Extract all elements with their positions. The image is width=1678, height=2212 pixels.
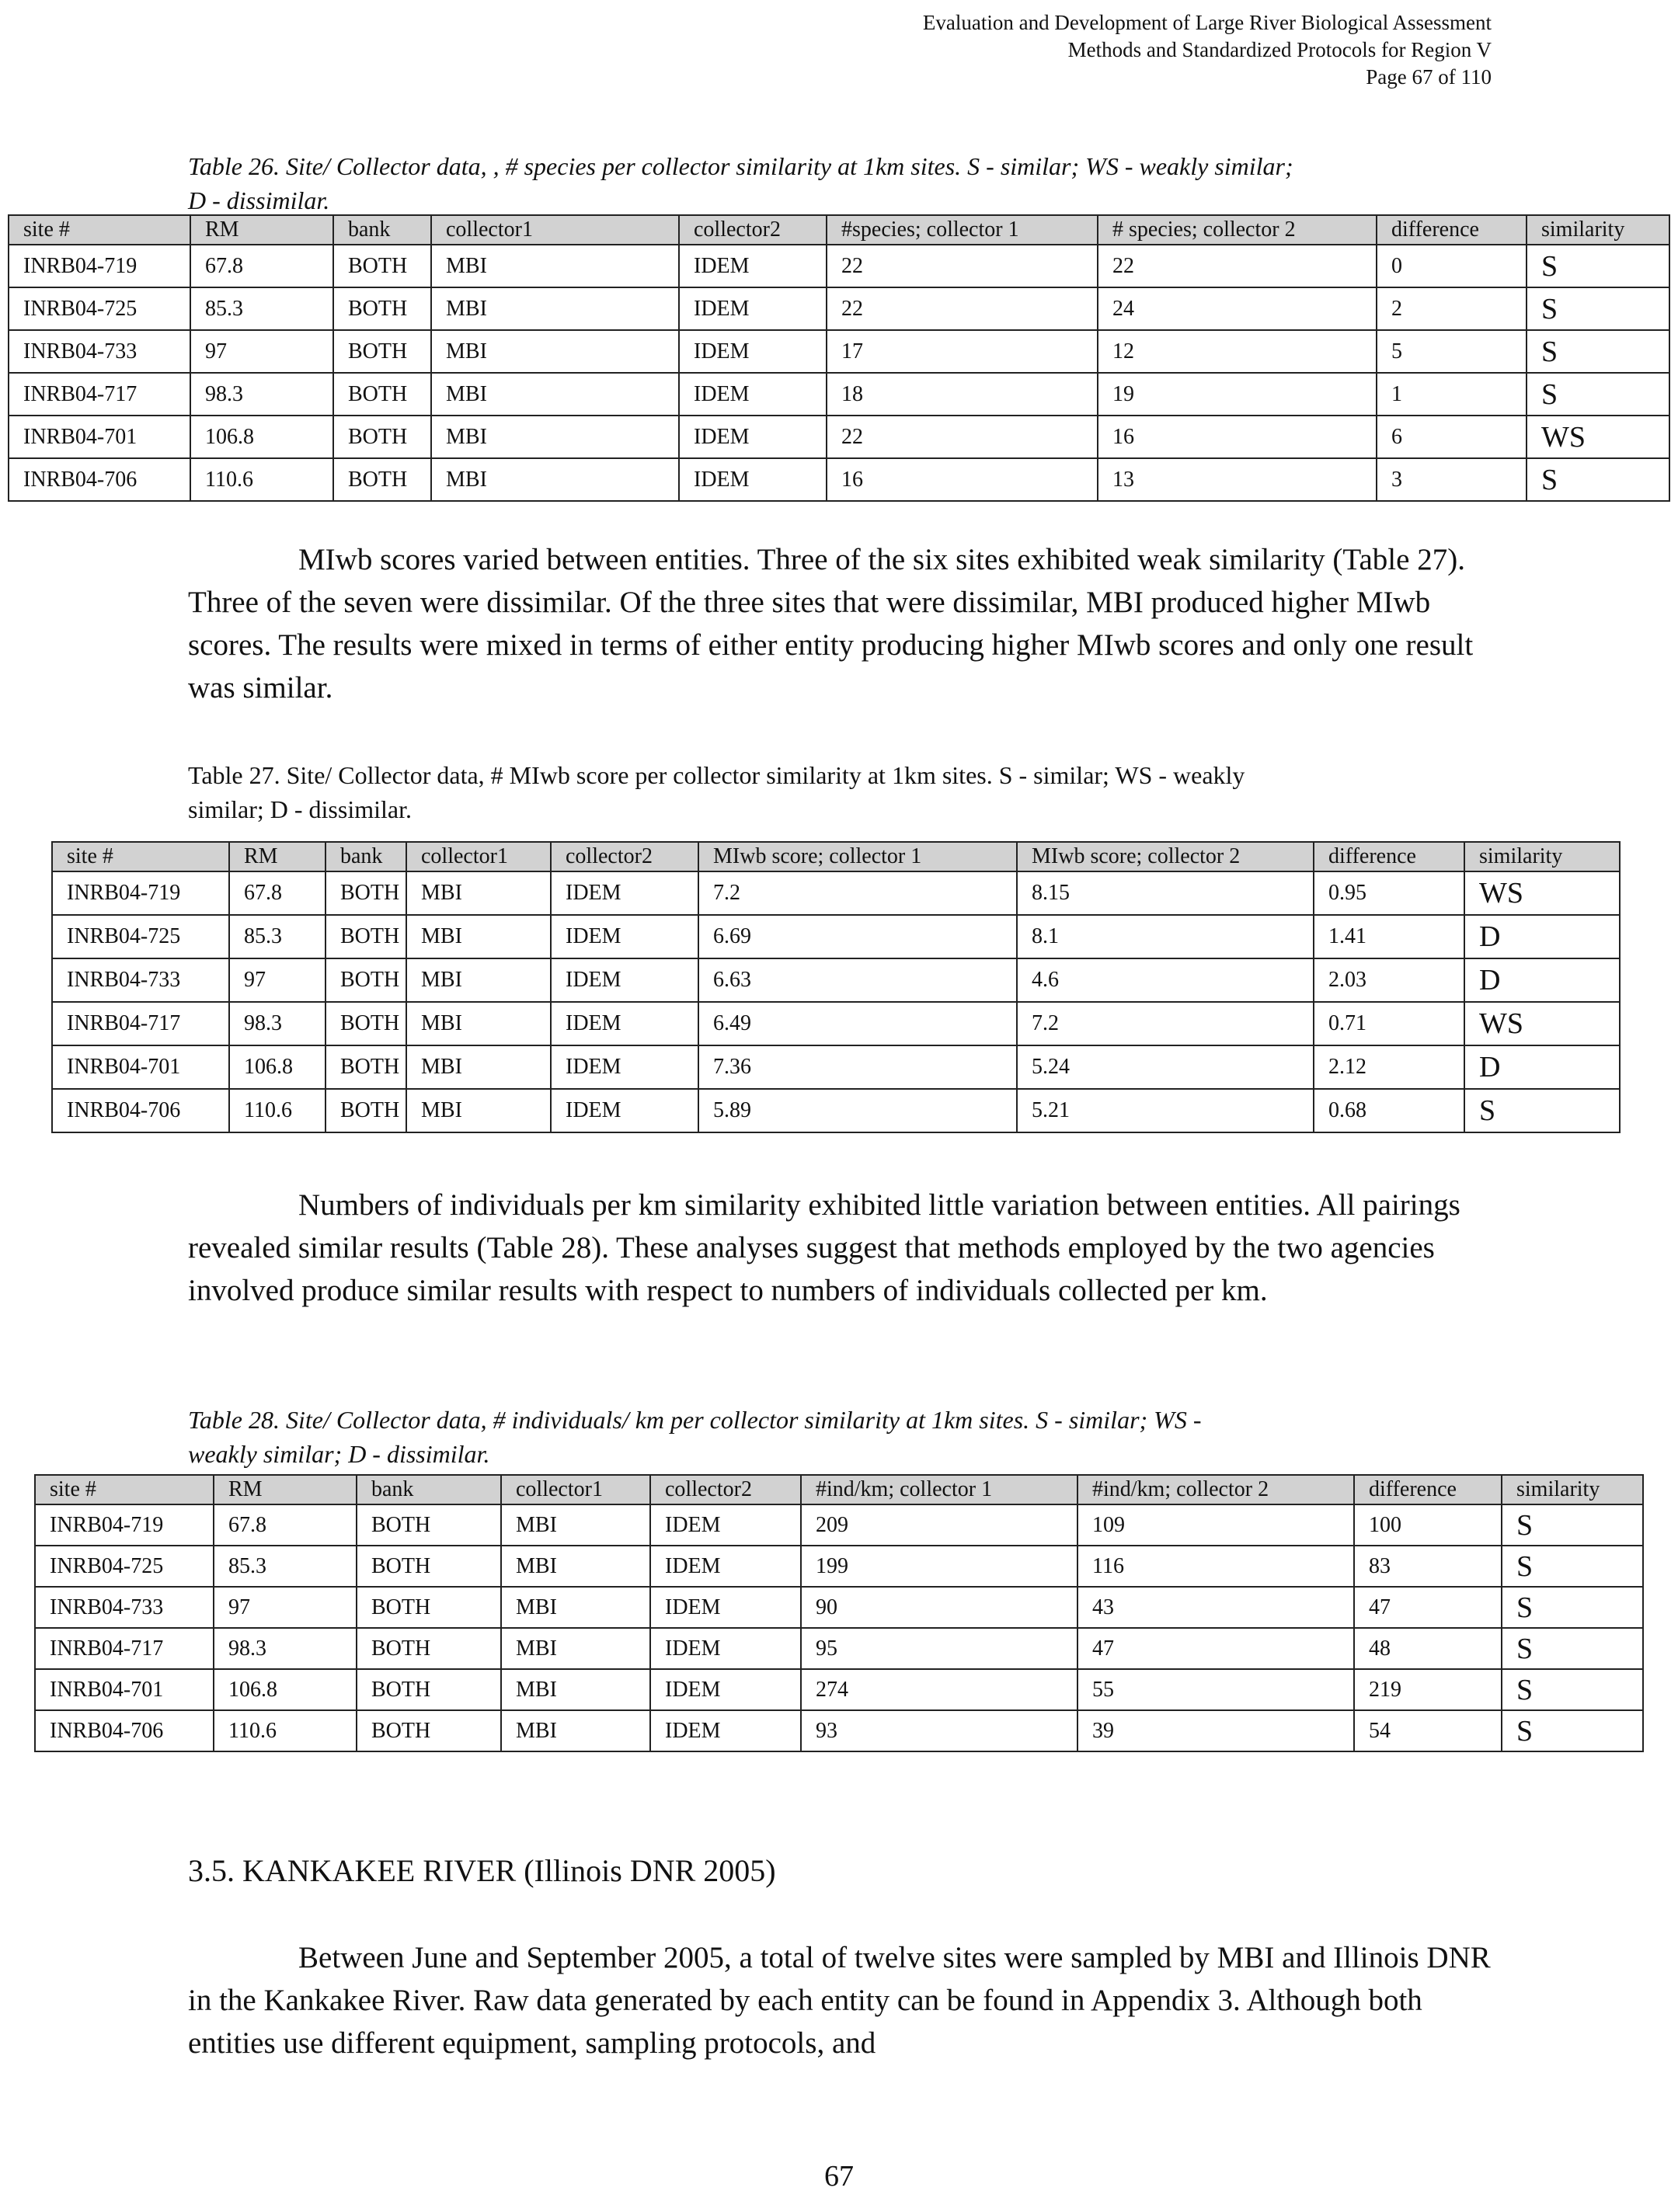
table-cell: IDEM xyxy=(679,458,827,501)
table-cell: 97 xyxy=(229,958,326,1002)
column-header: collector1 xyxy=(406,842,551,871)
table26-caption-line-1: Table 26. Site/ Collector data, , # species per collector similarity at 1km sites. S - similar; WS - weakly similar; xyxy=(188,152,1293,180)
table-cell: 93 xyxy=(801,1710,1077,1751)
table-cell: BOTH xyxy=(326,871,406,915)
table-row xyxy=(9,458,1669,501)
paragraph-individuals: Numbers of individuals per km similarity exhibited little variation between entities. All pairings revealed similar results (Table 28). These analyses suggest that methods employed by the two agencies involved produce similar results with respect to numbers of individuals collected per km. xyxy=(188,1188,1460,1307)
table-cell: S xyxy=(1502,1669,1643,1710)
table-row xyxy=(35,1628,1643,1669)
table-cell: INRB04-725 xyxy=(9,287,190,330)
page-header xyxy=(923,9,1492,91)
table27-caption xyxy=(188,758,1245,826)
table-cell: MBI xyxy=(501,1628,650,1669)
table-row xyxy=(35,1504,1643,1546)
table-cell: INRB04-733 xyxy=(52,958,229,1002)
column-header: #species; collector 1 xyxy=(827,215,1098,245)
table-cell: MBI xyxy=(406,1045,551,1089)
section-heading: 3.5. KANKAKEE RIVER (Illinois DNR 2005) xyxy=(188,1853,776,1888)
table-cell: IDEM xyxy=(551,1045,698,1089)
table-cell: 0.68 xyxy=(1314,1089,1464,1132)
table-cell: WS xyxy=(1464,871,1620,915)
header-line-2: Methods and Standardized Protocols for Region V xyxy=(1067,38,1492,61)
table-cell: 16 xyxy=(1098,416,1377,458)
table-cell: 110.6 xyxy=(229,1089,326,1132)
table-cell: BOTH xyxy=(326,1045,406,1089)
table-cell: 4.6 xyxy=(1017,958,1314,1002)
table-cell: BOTH xyxy=(333,245,431,287)
column-header: similarity xyxy=(1527,215,1669,245)
table-cell: INRB04-733 xyxy=(35,1587,214,1628)
table-cell: 17 xyxy=(827,330,1098,373)
table-cell: INRB04-701 xyxy=(9,416,190,458)
table-cell: 106.8 xyxy=(190,416,333,458)
table-cell: D xyxy=(1464,958,1620,1002)
table-27 xyxy=(51,841,1621,1133)
table-cell: BOTH xyxy=(357,1546,501,1587)
table-cell: MBI xyxy=(406,1089,551,1132)
column-header: #ind/km; collector 1 xyxy=(801,1475,1077,1504)
table27-caption-line-1: Table 27. Site/ Collector data, # MIwb score per collector similarity at 1km sites. S - similar; WS - weakly xyxy=(188,761,1245,789)
table26-caption xyxy=(188,149,1293,217)
table-cell: IDEM xyxy=(650,1587,801,1628)
table-row xyxy=(52,915,1620,958)
table-row xyxy=(35,1587,1643,1628)
table-cell: INRB04-717 xyxy=(9,373,190,416)
table-cell: MBI xyxy=(501,1504,650,1546)
table26-caption-line-2: D - dissimilar. xyxy=(188,186,330,214)
table-cell: BOTH xyxy=(333,287,431,330)
table-cell: MBI xyxy=(431,287,679,330)
table-cell: 85.3 xyxy=(229,915,326,958)
table-cell: MBI xyxy=(431,330,679,373)
table-cell: 67.8 xyxy=(229,871,326,915)
table-cell: IDEM xyxy=(679,287,827,330)
column-header: collector1 xyxy=(431,215,679,245)
table-cell: 5.21 xyxy=(1017,1089,1314,1132)
table-cell: MBI xyxy=(406,915,551,958)
table-cell: MBI xyxy=(501,1546,650,1587)
table-cell: S xyxy=(1502,1587,1643,1628)
table-cell: INRB04-701 xyxy=(52,1045,229,1089)
column-header: site # xyxy=(9,215,190,245)
table-cell: IDEM xyxy=(650,1669,801,1710)
table-cell: MBI xyxy=(501,1669,650,1710)
table-cell: MBI xyxy=(501,1710,650,1751)
table-cell: BOTH xyxy=(333,373,431,416)
table-cell: MBI xyxy=(431,458,679,501)
table-cell: IDEM xyxy=(551,915,698,958)
table-cell: MBI xyxy=(406,1002,551,1045)
table-cell: BOTH xyxy=(357,1587,501,1628)
table-cell: MBI xyxy=(431,373,679,416)
table-header-row xyxy=(52,842,1620,871)
column-header: MIwb score; collector 2 xyxy=(1017,842,1314,871)
table-cell: 274 xyxy=(801,1669,1077,1710)
column-header: bank xyxy=(357,1475,501,1504)
table-cell: 6.69 xyxy=(698,915,1017,958)
table-cell: BOTH xyxy=(326,1089,406,1132)
table-cell: INRB04-725 xyxy=(52,915,229,958)
table-cell: IDEM xyxy=(650,1504,801,1546)
table-cell: 22 xyxy=(827,245,1098,287)
table-cell: S xyxy=(1502,1504,1643,1546)
table-cell: IDEM xyxy=(679,245,827,287)
table-row xyxy=(9,373,1669,416)
table-cell: D xyxy=(1464,1045,1620,1089)
table-cell: IDEM xyxy=(650,1546,801,1587)
table-cell: 97 xyxy=(190,330,333,373)
table-cell: IDEM xyxy=(551,1089,698,1132)
table-cell: 109 xyxy=(1077,1504,1354,1546)
table-cell: 1 xyxy=(1377,373,1527,416)
table-cell: S xyxy=(1527,245,1669,287)
table-cell: WS xyxy=(1527,416,1669,458)
table-cell: WS xyxy=(1464,1002,1620,1045)
table-header-row xyxy=(9,215,1669,245)
column-header: RM xyxy=(229,842,326,871)
table-cell: 2.12 xyxy=(1314,1045,1464,1089)
table-cell: 47 xyxy=(1354,1587,1502,1628)
column-header: # species; collector 2 xyxy=(1098,215,1377,245)
table-cell: 7.2 xyxy=(698,871,1017,915)
table-cell: MBI xyxy=(406,958,551,1002)
table-cell: BOTH xyxy=(333,458,431,501)
table-cell: 199 xyxy=(801,1546,1077,1587)
table-cell: 48 xyxy=(1354,1628,1502,1669)
table-cell: INRB04-701 xyxy=(35,1669,214,1710)
table-cell: BOTH xyxy=(326,1002,406,1045)
table-cell: 83 xyxy=(1354,1546,1502,1587)
table-cell: 110.6 xyxy=(190,458,333,501)
table-cell: IDEM xyxy=(551,958,698,1002)
table-row xyxy=(52,1089,1620,1132)
table-cell: BOTH xyxy=(333,330,431,373)
column-header: site # xyxy=(52,842,229,871)
table-row xyxy=(9,245,1669,287)
table-cell: 106.8 xyxy=(214,1669,357,1710)
table-cell: 67.8 xyxy=(214,1504,357,1546)
table-cell: INRB04-706 xyxy=(35,1710,214,1751)
table-cell: IDEM xyxy=(679,373,827,416)
table-cell: BOTH xyxy=(357,1669,501,1710)
table-row xyxy=(35,1710,1643,1751)
header-line-3: Page 67 of 110 xyxy=(1366,65,1492,89)
column-header: collector1 xyxy=(501,1475,650,1504)
table-cell: 5.89 xyxy=(698,1089,1017,1132)
table-cell: BOTH xyxy=(333,416,431,458)
table-cell: S xyxy=(1502,1546,1643,1587)
table-cell: 98.3 xyxy=(214,1628,357,1669)
table-cell: 19 xyxy=(1098,373,1377,416)
table-cell: INRB04-719 xyxy=(52,871,229,915)
column-header: difference xyxy=(1354,1475,1502,1504)
table-cell: MBI xyxy=(406,871,551,915)
table-cell: 22 xyxy=(827,416,1098,458)
table-cell: 98.3 xyxy=(229,1002,326,1045)
table-cell: 1.41 xyxy=(1314,915,1464,958)
table-cell: 85.3 xyxy=(190,287,333,330)
table-cell: BOTH xyxy=(326,915,406,958)
table-cell: 90 xyxy=(801,1587,1077,1628)
table-cell: 67.8 xyxy=(190,245,333,287)
table-cell: 85.3 xyxy=(214,1546,357,1587)
page-number: 67 xyxy=(824,2160,854,2193)
column-header: collector2 xyxy=(650,1475,801,1504)
table-cell: 5 xyxy=(1377,330,1527,373)
table-row xyxy=(35,1546,1643,1587)
table-cell: 209 xyxy=(801,1504,1077,1546)
table-cell: 0.71 xyxy=(1314,1002,1464,1045)
table-cell: 18 xyxy=(827,373,1098,416)
column-header: difference xyxy=(1314,842,1464,871)
table-cell: 22 xyxy=(1098,245,1377,287)
table-cell: IDEM xyxy=(650,1710,801,1751)
table-cell: BOTH xyxy=(357,1710,501,1751)
table-cell: 6 xyxy=(1377,416,1527,458)
table-cell: INRB04-725 xyxy=(35,1546,214,1587)
table27-caption-line-2: similar; D - dissimilar. xyxy=(188,795,412,823)
table-cell: 2 xyxy=(1377,287,1527,330)
table-cell: 98.3 xyxy=(190,373,333,416)
table-cell: 219 xyxy=(1354,1669,1502,1710)
table-cell: 2.03 xyxy=(1314,958,1464,1002)
table-cell: IDEM xyxy=(679,416,827,458)
table-cell: 116 xyxy=(1077,1546,1354,1587)
table-cell: 0.95 xyxy=(1314,871,1464,915)
table-cell: INRB04-719 xyxy=(35,1504,214,1546)
column-header: collector2 xyxy=(551,842,698,871)
table-row xyxy=(9,330,1669,373)
table-cell: S xyxy=(1527,458,1669,501)
table-cell: 16 xyxy=(827,458,1098,501)
table-row xyxy=(52,958,1620,1002)
table28-caption-line-1: Table 28. Site/ Collector data, # individuals/ km per collector similarity at 1km sites. S - similar; WS - xyxy=(188,1406,1202,1434)
table-cell: INRB04-719 xyxy=(9,245,190,287)
table-cell: 43 xyxy=(1077,1587,1354,1628)
table-cell: INRB04-717 xyxy=(52,1002,229,1045)
column-header: RM xyxy=(190,215,333,245)
column-header: difference xyxy=(1377,215,1527,245)
table-cell: 8.15 xyxy=(1017,871,1314,915)
table-cell: IDEM xyxy=(551,871,698,915)
table-cell: S xyxy=(1464,1089,1620,1132)
table-cell: INRB04-706 xyxy=(9,458,190,501)
table-cell: S xyxy=(1502,1710,1643,1751)
table-cell: IDEM xyxy=(551,1002,698,1045)
table-cell: S xyxy=(1527,373,1669,416)
table-cell: BOTH xyxy=(357,1628,501,1669)
table-cell: 7.36 xyxy=(698,1045,1017,1089)
table-cell: INRB04-733 xyxy=(9,330,190,373)
table-header-row xyxy=(35,1475,1643,1504)
table-row xyxy=(52,1002,1620,1045)
column-header: similarity xyxy=(1464,842,1620,871)
table-cell: IDEM xyxy=(679,330,827,373)
table-cell: MBI xyxy=(431,245,679,287)
table-cell: S xyxy=(1527,287,1669,330)
column-header: site # xyxy=(35,1475,214,1504)
table-cell: 47 xyxy=(1077,1628,1354,1669)
table-cell: 39 xyxy=(1077,1710,1354,1751)
table-row xyxy=(52,871,1620,915)
table-row xyxy=(9,287,1669,330)
table-26 xyxy=(8,214,1670,502)
table-row xyxy=(52,1045,1620,1089)
table-cell: 5.24 xyxy=(1017,1045,1314,1089)
table-cell: 55 xyxy=(1077,1669,1354,1710)
table-cell: BOTH xyxy=(326,958,406,1002)
table-cell: 54 xyxy=(1354,1710,1502,1751)
table-cell: INRB04-706 xyxy=(52,1089,229,1132)
column-header: RM xyxy=(214,1475,357,1504)
table-cell: 3 xyxy=(1377,458,1527,501)
paragraph-kankakee: Between June and September 2005, a total of twelve sites were sampled by MBI and Illinois DNR in the Kankakee River. Raw data generated by each entity can be found in Appendix 3. Although both entities use different equipment, sampling protocols, and xyxy=(188,1941,1491,2060)
table-cell: 106.8 xyxy=(229,1045,326,1089)
table-cell: 95 xyxy=(801,1628,1077,1669)
table28-caption xyxy=(188,1403,1201,1471)
table-cell: S xyxy=(1502,1628,1643,1669)
table-cell: D xyxy=(1464,915,1620,958)
column-header: MIwb score; collector 1 xyxy=(698,842,1017,871)
table-cell: IDEM xyxy=(650,1628,801,1669)
table-cell: S xyxy=(1527,330,1669,373)
column-header: bank xyxy=(326,842,406,871)
paragraph-miwb: MIwb scores varied between entities. Three of the six sites exhibited weak similarity (Table 27). Three of the seven were dissimilar. Of the three sites that were dissimilar, MBI produced higher MIwb scores. The results were mixed in terms of either entity producing higher MIwb scores and only one result was similar. xyxy=(188,543,1474,704)
table-cell: 100 xyxy=(1354,1504,1502,1546)
table-cell: INRB04-717 xyxy=(35,1628,214,1669)
table-cell: 24 xyxy=(1098,287,1377,330)
table-row xyxy=(35,1669,1643,1710)
column-header: collector2 xyxy=(679,215,827,245)
column-header: bank xyxy=(333,215,431,245)
column-header: similarity xyxy=(1502,1475,1643,1504)
table-cell: BOTH xyxy=(357,1504,501,1546)
table-cell: 8.1 xyxy=(1017,915,1314,958)
table-cell: MBI xyxy=(501,1587,650,1628)
table-28 xyxy=(34,1474,1644,1752)
column-header: #ind/km; collector 2 xyxy=(1077,1475,1354,1504)
table-cell: 97 xyxy=(214,1587,357,1628)
table28-caption-line-2: weakly similar; D - dissimilar. xyxy=(188,1440,490,1468)
table-cell: MBI xyxy=(431,416,679,458)
table-cell: 6.63 xyxy=(698,958,1017,1002)
table-cell: 6.49 xyxy=(698,1002,1017,1045)
table-cell: 110.6 xyxy=(214,1710,357,1751)
table-cell: 12 xyxy=(1098,330,1377,373)
table-row xyxy=(9,416,1669,458)
table-cell: 13 xyxy=(1098,458,1377,501)
table-cell: 0 xyxy=(1377,245,1527,287)
table-cell: 22 xyxy=(827,287,1098,330)
table-cell: 7.2 xyxy=(1017,1002,1314,1045)
header-line-1: Evaluation and Development of Large River Biological Assessment xyxy=(922,11,1492,34)
